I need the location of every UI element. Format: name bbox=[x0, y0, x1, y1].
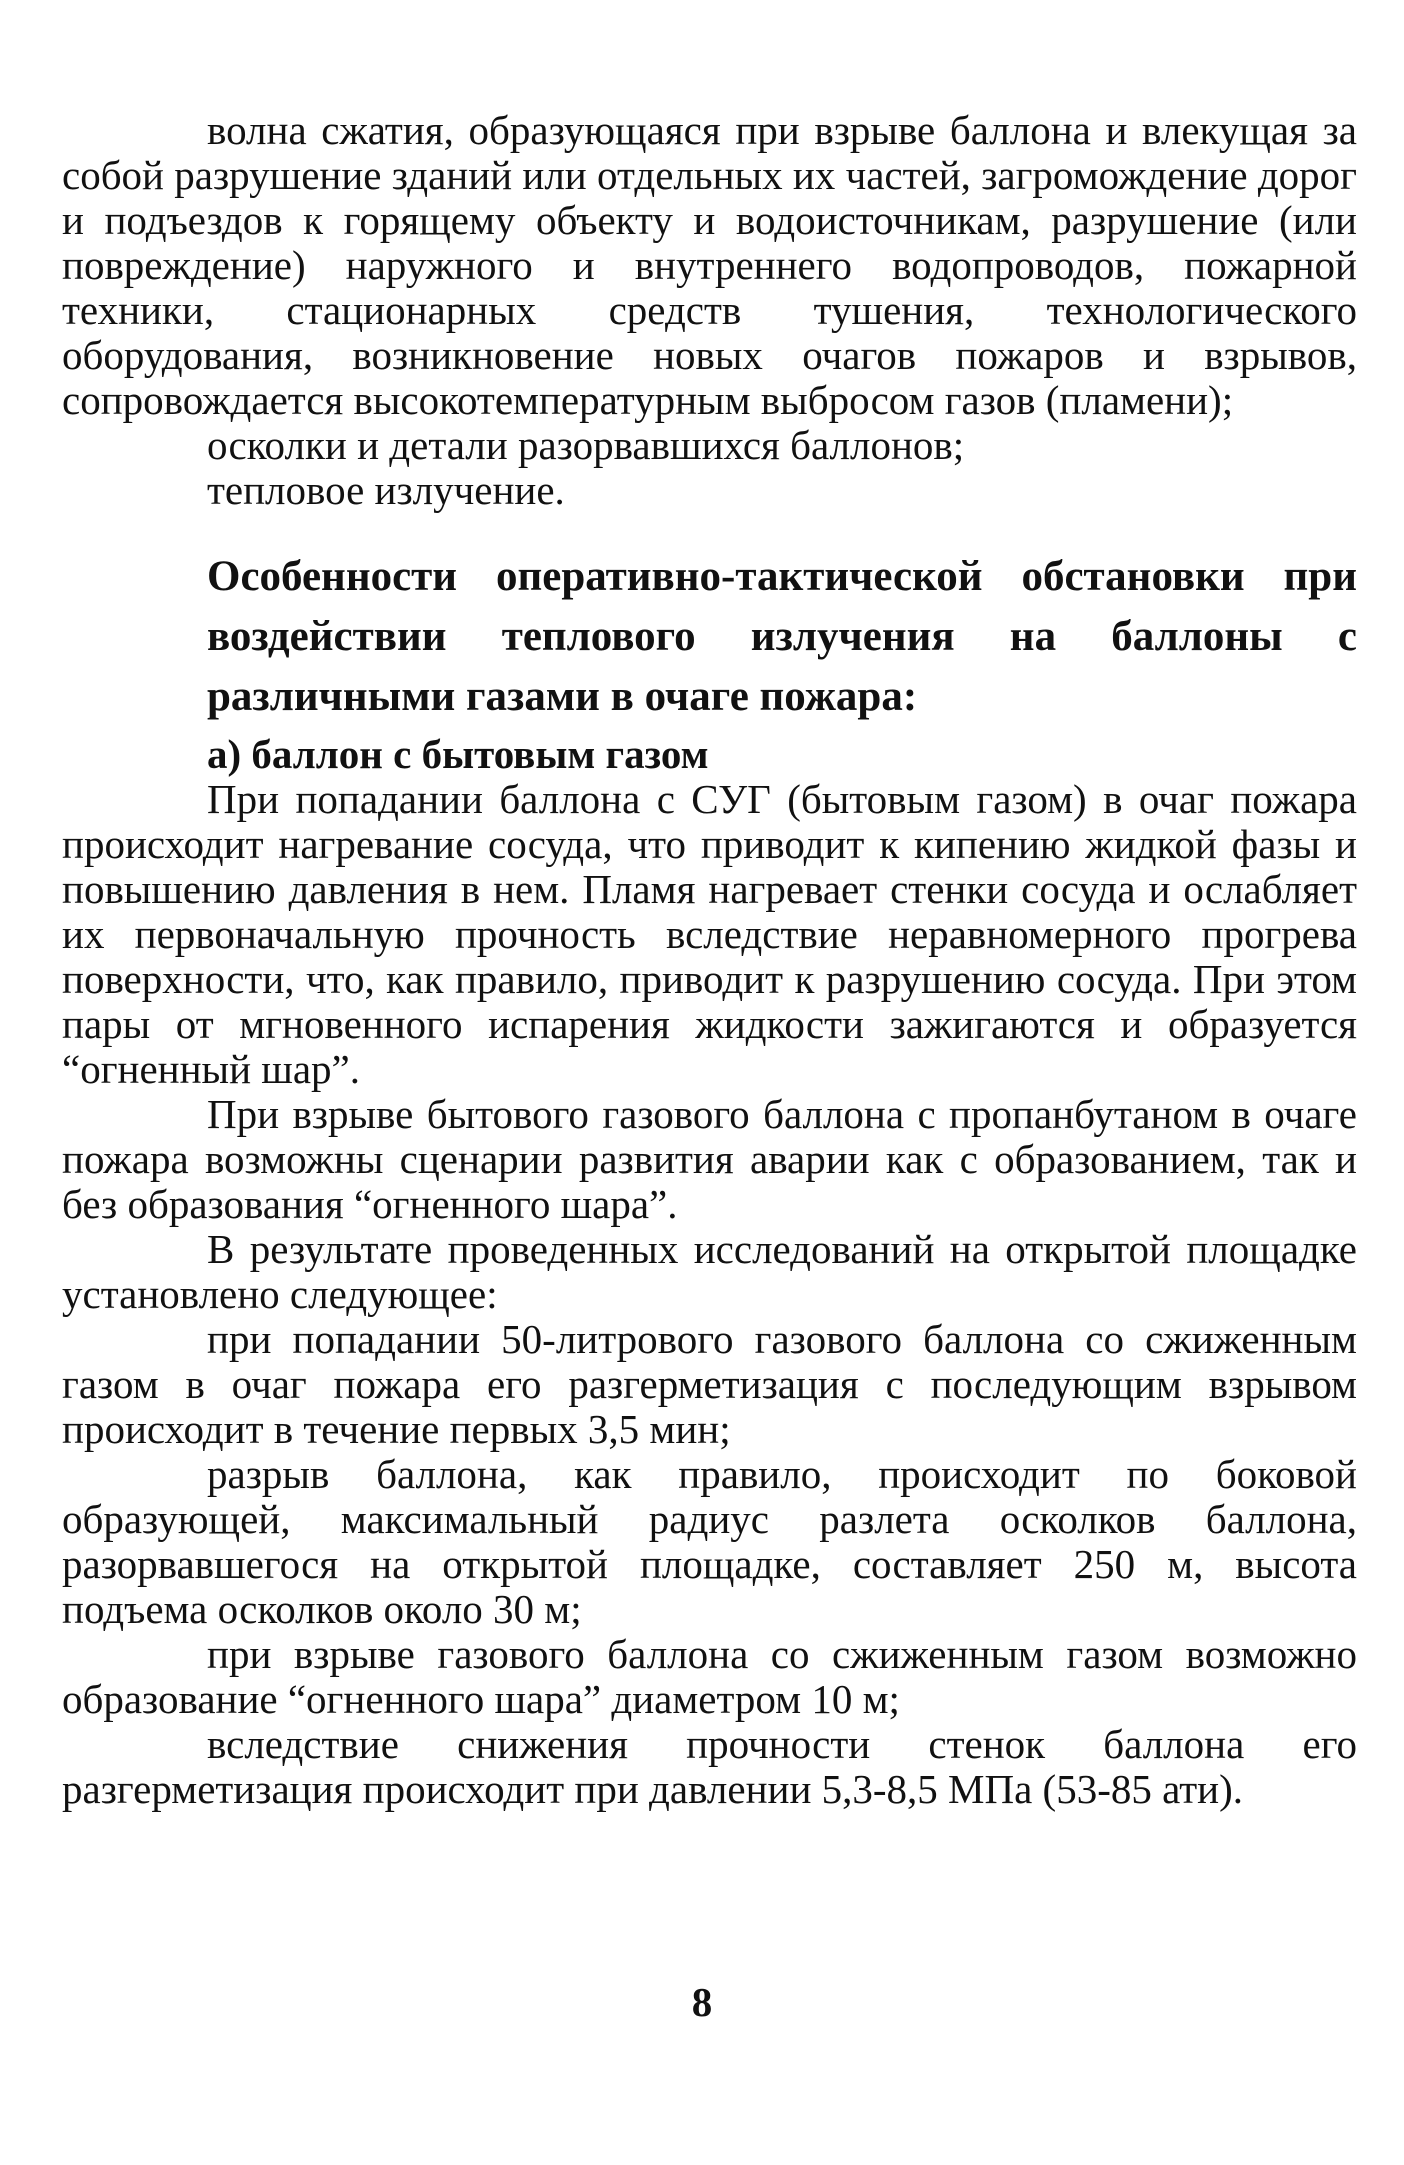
page-number: 8 bbox=[691, 1979, 713, 2025]
paragraph-compression-wave: волна сжатия, образующаяся при взрыве баллона и влекущая за собой разрушение зданий или отдельных их частей, загромождение дорог и подъездов к горящему объекту и водоисточникам, разрушение (или повреждение) наружного и внутреннего водопроводов, пожарной техники, стационарных средств тушения, технологического оборудования, возникновение новых очагов пожаров и взрывов, сопровождается высокотемпературным выбросом газов (пламени); bbox=[62, 107, 1357, 423]
paragraph-research-results: В результате проведенных исследований на открытой площадке установлено следующее: bbox=[62, 1226, 1357, 1317]
paragraph-finding-fragments: разрыв баллона, как правило, происходит по боковой образующей, максимальный радиус разлета осколков баллона, разорвавшегося на открытой площадке, составляет 250 м, высота подъема осколков около 30 м; bbox=[62, 1451, 1357, 1632]
paragraph-finding-timing: при попадании 50-литрового газового баллона со сжиженным газом в очаг пожара его разгерметизация с последующим взрывом происходит в течение первых 3,5 мин; bbox=[62, 1316, 1357, 1452]
section-heading: Особенности оперативно-тактической обстановки при воздействии теплового излучения на баллоны с различными газами в очаге пожара: bbox=[207, 553, 1357, 720]
paragraph-thermal-radiation: тепловое излучение. bbox=[207, 467, 565, 513]
paragraph-fragments: осколки и детали разорвавшихся баллонов; bbox=[207, 422, 965, 468]
paragraph-finding-pressure: вследствие снижения прочности стенок баллона его разгерметизация происходит при давлении 5,3-8,5 МПа (53-85 ати). bbox=[62, 1721, 1357, 1812]
page-content bbox=[62, 108, 1357, 1812]
paragraph-lpg-cylinder: При попадании баллона с СУГ (бытовым газом) в очаг пожара происходит нагревание сосуда, что приводит к кипению жидкой фазы и повышению давления в нем. Пламя нагревает стенки сосуда и ослабляет их первоначальную прочность вследствие неравномерного прогрева поверхности, что, как правило, приводит к разрушению сосуда. При этом пары от мгновенного испарения жидкости зажигаются и образуется “огненный шар”. bbox=[62, 776, 1357, 1092]
subsection-heading: а) баллон с бытовым газом bbox=[207, 731, 709, 777]
paragraph-finding-fireball: при взрыве газового баллона со сжиженным газом возможно образование “огненного шара” диаметром 10 м; bbox=[62, 1631, 1357, 1722]
paragraph-propane-butane: При взрыве бытового газового баллона с пропанбутаном в очаге пожара возможны сценарии развития аварии как с образованием, так и без образования “огненного шара”. bbox=[62, 1091, 1357, 1227]
